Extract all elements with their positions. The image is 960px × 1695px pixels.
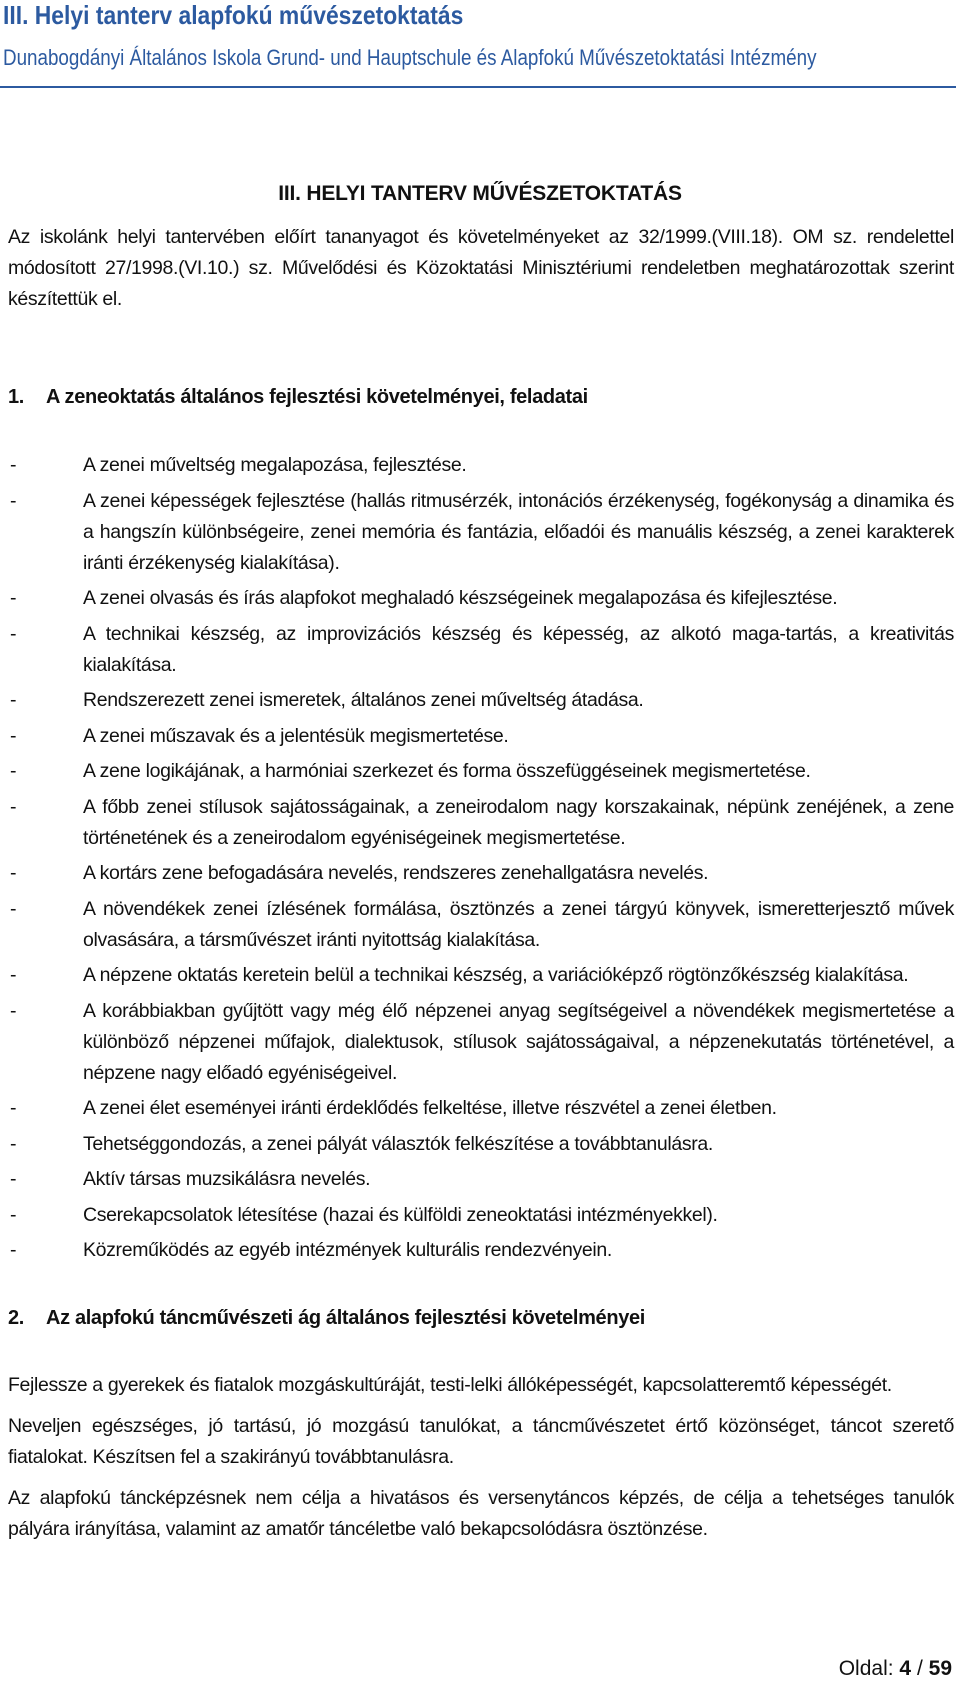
page-header bbox=[0, 0, 956, 88]
section-1-title bbox=[8, 382, 954, 413]
section-1-list bbox=[8, 450, 954, 1271]
current-page-number: 4 bbox=[899, 1657, 912, 1680]
section-1-header bbox=[8, 382, 954, 413]
header-title: III. Helyi tanterv alapfokú művészetoktatás bbox=[3, 0, 464, 30]
section-2-paragraph: Fejlessze a gyerekek és fiatalok mozgáskultúráját, testi-lelki állóképességét, kapcsolatteremtő képességét. bbox=[8, 1374, 892, 1396]
list-item: - A korábbiakban gyűjtött vagy még élő népzenei anyag segítségeivel a növendékek megismertetése a különböző népzenei műfajok, dialektusok, stílusok sajátosságaival, a népzenekutatás történetével, a népzene nagy előadó egyéniségeivel. bbox=[8, 996, 954, 1089]
list-item: - A főbb zenei stílusok sajátosságainak, a zeneirodalom nagy korszakainak, népünk zenéjének, a zene történetének és a zeneirodalom egyéniségeinek megismertetése. bbox=[8, 792, 954, 854]
section-2-title bbox=[8, 1303, 954, 1334]
list-item: - Cserekapcsolatok létesítése (hazai és külföldi zeneoktatási intézményekkel). bbox=[8, 1200, 954, 1231]
total-page-count: 59 bbox=[928, 1657, 952, 1680]
list-item: - A népzene oktatás keretein belül a technikai készség, a variációképző rögtönzőkészség kialakítása. bbox=[8, 960, 954, 991]
section-2-title-text: Az alapfokú táncművészeti ág általános fejlesztési követelményei bbox=[46, 1307, 645, 1329]
section-2-paragraph: Az alapfokú táncképzésnek nem célja a hivatásos és versenytáncos képzés, de célja a tehetséges tanulók pályára irányítása, valamint az amatőr táncéletbe való bekapcsolódásra ösztönzése. bbox=[8, 1487, 954, 1540]
list-item: - A zenei műveltség megalapozása, fejlesztése. bbox=[8, 450, 954, 481]
list-item: - A zenei műszavak és a jelentésük megismertetése. bbox=[8, 721, 954, 752]
section-1-title-text: A zeneoktatás általános fejlesztési követelményei, feladatai bbox=[46, 386, 588, 408]
page-label: Oldal: bbox=[838, 1657, 894, 1680]
list-item: - A technikai készség, az improvizációs készség és képesség, az alkotó maga-tartás, a kreativitás kialakítása. bbox=[8, 619, 954, 681]
list-item: - A zenei képességek fejlesztése (hallás ritmusérzék, intonációs érzékenység, fogékonyság a dinamika és a hangszín különbségeire, zenei memória és fantázia, előadói és manuális készség, a zenei karakterek iránti érzékenység kialakítása). bbox=[8, 486, 954, 579]
list-item: - A zene logikájának, a harmóniai szerkezet és forma összefüggéseinek megismertetése. bbox=[8, 756, 954, 787]
list-item: - A növendékek zenei ízlésének formálása, ösztönzés a zenei tárgyú könyvek, ismeretterjesztő művek olvasására, a társművészet iránti nyitottság kialakítása. bbox=[8, 894, 954, 956]
section-1-number: 1. bbox=[8, 386, 24, 408]
document-heading: III. HELYI TANTERV MŰVÉSZETOKTATÁS bbox=[278, 182, 682, 205]
intro-paragraph: Az iskolánk helyi tantervében előírt tananyagot és követelményeket az 32/1999.(VIII.18). OM sz. rendelettel módosított 27/1998.(VI.10.) sz. Művelődési és Közoktatási Minisztériumi rendeletben meghatározottak szerint készítettük el. bbox=[8, 226, 954, 310]
page-footer bbox=[839, 1657, 952, 1681]
list-item: - Közreműködés az egyéb intézmények kulturális rendezvényein. bbox=[8, 1235, 954, 1266]
list-item: - Rendszerezett zenei ismeretek, általános zenei műveltség átadása. bbox=[8, 685, 954, 716]
page-separator: / bbox=[916, 1657, 923, 1680]
section-2-number: 2. bbox=[8, 1307, 24, 1329]
section-2-paragraph: Neveljen egészséges, jó tartású, jó mozgású tanulókat, a táncművészetet értő közönséget, táncot szerető fiatalokat. Készítsen fel a szakirányú továbbtanulásra. bbox=[8, 1415, 954, 1468]
intro-block bbox=[8, 222, 954, 315]
list-item: - A zenei élet eseményei iránti érdeklődés felkeltése, illetve részvétel a zenei életben. bbox=[8, 1093, 954, 1124]
section-2-body bbox=[8, 1370, 954, 1555]
list-item: - A kortárs zene befogadására nevelés, rendszeres zenehallgatásra nevelés. bbox=[8, 858, 954, 889]
header-subtitle: Dunabogdányi Általános Iskola Grund- und Hauptschule és Alapfokú Művészetoktatási Intézmény bbox=[3, 45, 817, 70]
list-item: - Tehetséggondozás, a zenei pályát választók felkészítése a továbbtanulásra. bbox=[8, 1129, 954, 1160]
list-item: - Aktív társas muzsikálásra nevelés. bbox=[8, 1164, 954, 1195]
section-2-header bbox=[8, 1303, 954, 1334]
list-item: - A zenei olvasás és írás alapfokot meghaladó készségeinek megalapozása és kifejlesztése. bbox=[8, 583, 954, 614]
